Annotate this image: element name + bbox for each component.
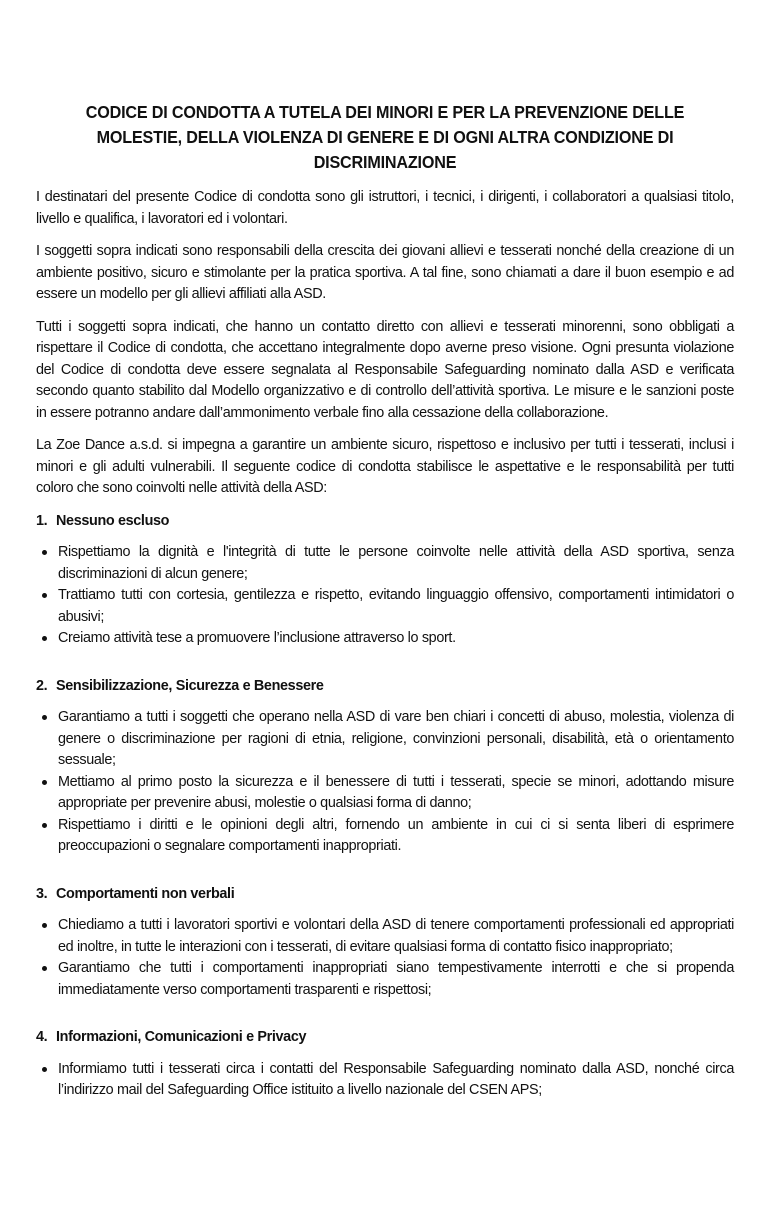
bullet-list [36,915,734,1001]
section-nessuno-escluso [36,511,734,650]
list-item [36,707,734,772]
intro-paragraph-responsibilities: I soggetti sopra indicati sono responsabili della crescita dei giovani allievi e tesserati nonché della creazione di un ambiente positivo, sicuro e stimolante per la pratica sportiva. A tal fine, sono chiamati a dare il buon esempio e ad essere un modello per gli allievi affiliati alla ASD. [36,243,734,302]
bullet-icon [42,780,47,785]
section-title: Nessuno escluso [56,512,170,529]
list-item-text: Informiamo tutti i tesserati circa i contatti del Responsabile Safeguarding nominato dalla ASD, nonché circa l’indirizzo mail del Safeguarding Office istituito a livello nazionale del CSEN APS; [58,1060,734,1098]
section-spacer [36,660,734,672]
title-line: CODICE DI CONDOTTA A TUTELA DEI MINORI E PER LA PREVENZIONE DELLE [85,102,685,122]
section-heading [36,884,734,906]
list-item-text: Creiamo attività tese a promuovere l’inclusione attraverso lo sport. [58,630,456,646]
title-line: MOLESTIE, DELLA VIOLENZA DI GENERE E DI OGNI ALTRA CONDIZIONE DI [96,127,674,147]
intro-paragraph-commitment: La Zoe Dance a.s.d. si impegna a garantire un ambiente sicuro, rispettoso e inclusivo per tutti i tesserati, inclusi i minori e gli adulti vulnerabili. Il seguente codice di condotta stabilisce le aspettative e le responsabilità per tutti coloro che sono coinvolti nelle attività della ASD: [36,437,734,496]
list-item-text: Rispettiamo la dignità e l'integrità di tutte le persone coinvolte nelle attività della ASD sportiva, senza discriminazioni di alcun genere; [58,544,734,582]
list-item-text: Garantiamo a tutti i soggetti che operano nella ASD di vare ben chiari i concetti di abuso, molestia, violenza di genere o discriminazione per ragioni di etnia, religione, convinzioni personali, disabilità, età o orientamento sessuale; [58,709,734,768]
list-item [36,628,734,650]
section-spacer [36,1011,734,1023]
list-item-text: Rispettiamo i diritti e le opinioni degli altri, fornendo un ambiente in cui ci si senta liberi di esprimere preoccupazioni o segnalare comportamenti inappropriati. [58,816,734,854]
section-number: 4. [36,1029,48,1045]
intro-paragraph-recipients: I destinatari del presente Codice di condotta sono gli istruttori, i tecnici, i dirigenti, i collaboratori a qualsiasi titolo, livello e qualifica, i lavoratori ed i volontari. [36,189,734,227]
section-heading [36,1027,734,1049]
bullet-icon [42,1067,47,1072]
bullet-icon [42,923,47,928]
section-title: Comportamenti non verbali [56,885,235,902]
bullet-icon [42,550,47,555]
list-item-text: Garantiamo che tutti i comportamenti inappropriati siano tempestivamente interrotti e che si propenda immediatamente verso comportamenti trasparenti e rispettosi; [58,960,734,998]
list-item [36,585,734,628]
section-number: 2. [36,677,48,694]
list-item [36,542,734,585]
bullet-icon [42,636,47,641]
list-item-text: Mettiamo al primo posto la sicurezza e il benessere di tutti i tesserati, specie se minori, adottando misure appropriate per prevenire abusi, molestie o qualsiasi forma di danno; [58,773,734,811]
list-item [36,772,734,815]
section-title: Informazioni, Comunicazioni e Privacy [56,1029,307,1045]
section-sensibilizzazione [36,676,734,858]
bullet-icon [42,593,47,598]
list-item-text: Trattiamo tutti con cortesia, gentilezza e rispetto, evitando linguaggio offensivo, comportamenti intimidatori o abusivi; [58,587,734,625]
document-title [57,100,713,175]
bullet-icon [42,966,47,971]
list-item [36,1059,734,1102]
section-heading [36,676,734,698]
list-item [36,958,734,1001]
section-spacer [36,868,734,880]
bullet-icon [42,823,47,828]
section-number: 3. [36,885,48,902]
list-item [36,815,734,858]
section-heading [36,511,734,533]
bullet-list [36,707,734,858]
section-comportamenti [36,884,734,1002]
section-informazioni [36,1027,734,1102]
bullet-list [36,542,734,650]
section-number: 1. [36,512,48,529]
section-title: Sensibilizzazione, Sicurezza e Benessere [56,677,324,694]
list-item-text: Chiediamo a tutti i lavoratori sportivi e volontari della ASD di tenere comportamenti professionali ed appropriati ed inoltre, in tutte le interazioni con i tesserati, di evitare qualsiasi forma di contatto fisico inappropriato; [58,917,734,955]
intro-paragraph-obligations: Tutti i soggetti sopra indicati, che hanno un contatto diretto con allievi e tesserati minorenni, sono obbligati a rispettare il Codice di condotta, che accettano integralmente dopo averne preso visione. Ogni presunta violazione del Codice di condotta deve essere segnalata al Responsabile Safeguarding nominato dalla ASD e verificata secondo quanto stabilito dal Modello organizzativo e di controllo dell’attività sportiva. Le misure e le sanzioni poste in essere potranno andare dall’ammonimento verbale fino alla cessazione della collaborazione. [36,318,734,421]
document-page [36,100,734,1112]
bullet-icon [42,715,47,720]
bullet-list [36,1059,734,1102]
list-item [36,915,734,958]
title-line: DISCRIMINAZIONE [313,152,457,172]
